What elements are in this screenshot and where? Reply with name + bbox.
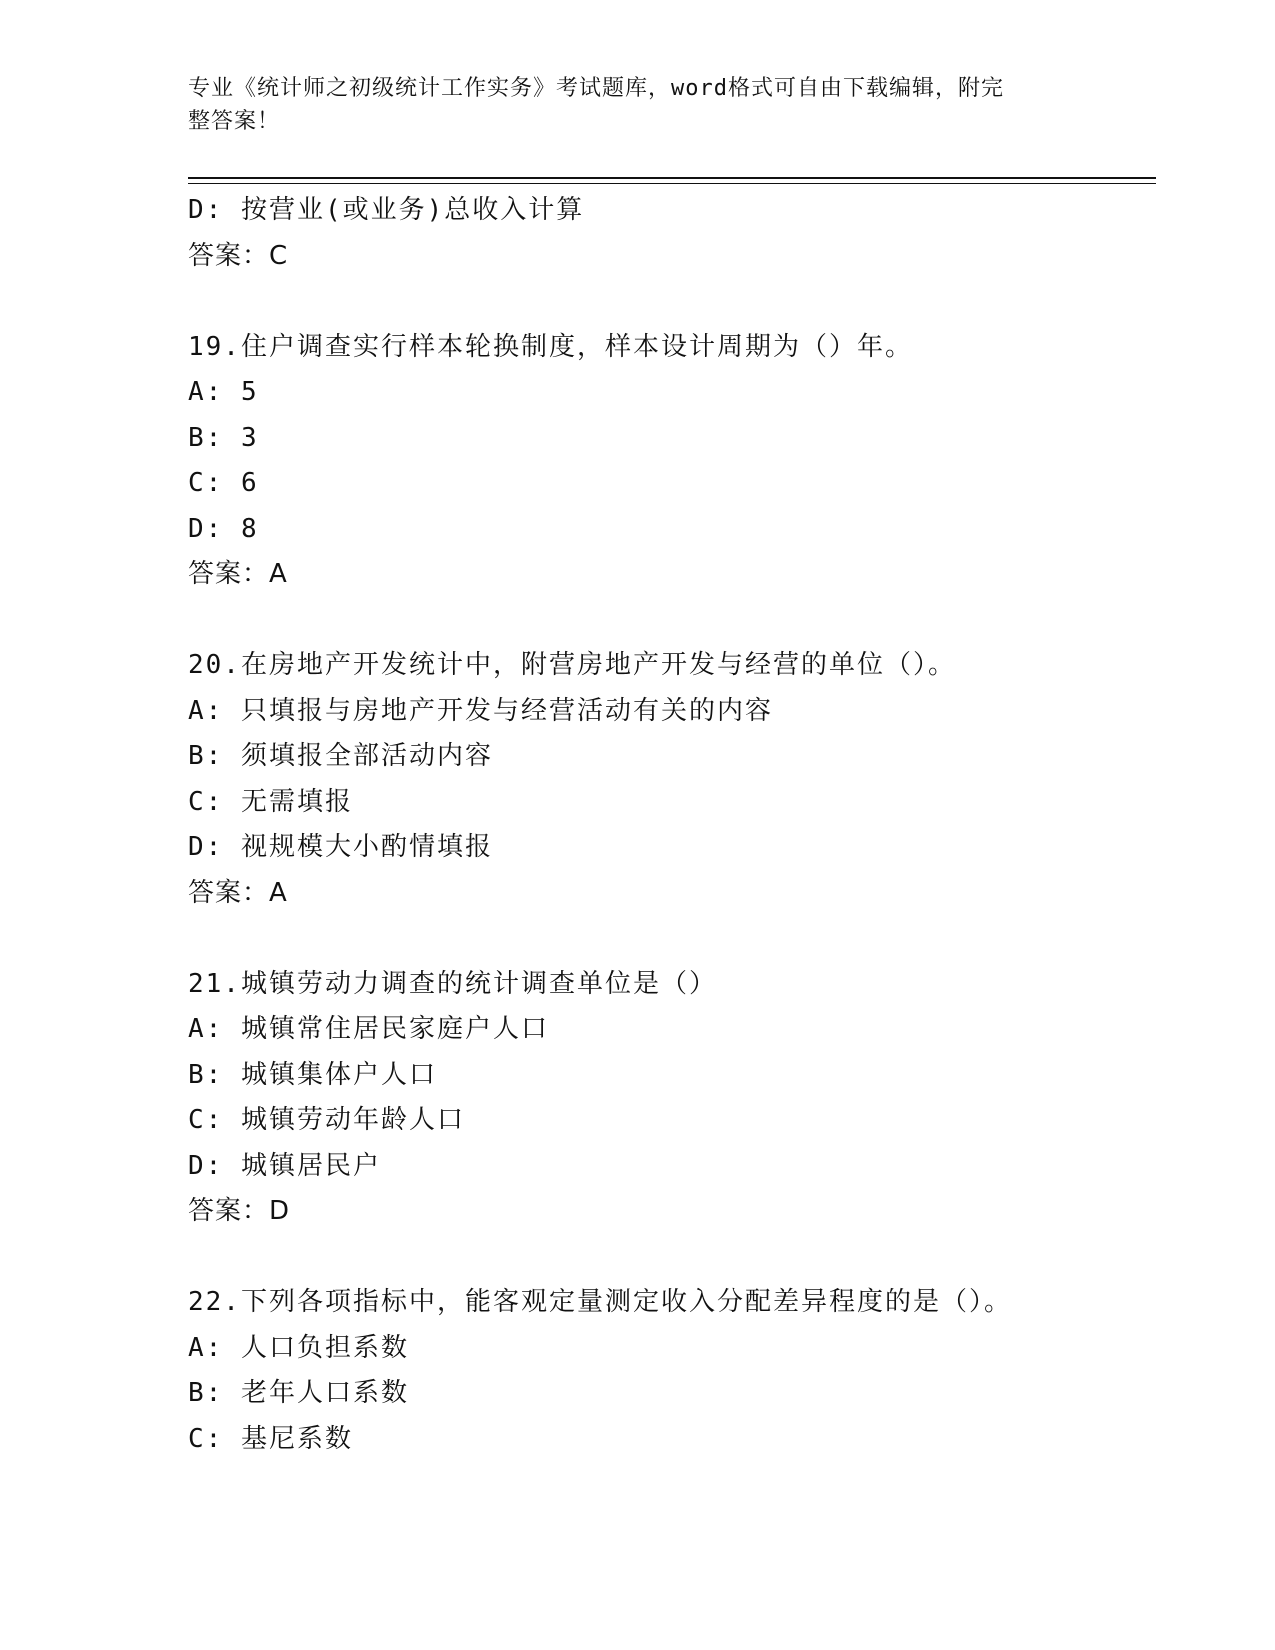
option-c: C: 城镇劳动年龄人口 <box>188 1105 465 1135</box>
spacer <box>188 279 1156 325</box>
header-line-1: 专业《统计师之初级统计工作实务》考试题库，word格式可自由下载编辑，附完 <box>188 76 1004 101</box>
option-c: C: 无需填报 <box>188 786 353 817</box>
option-b: B: 3 <box>188 422 259 453</box>
answer-line: 答案：D <box>188 1196 291 1226</box>
document-header <box>188 72 1088 138</box>
option-c: C: 基尼系数 <box>188 1423 353 1454</box>
answer-line: 答案：A <box>188 877 288 908</box>
question-block-18-tail <box>188 188 1156 279</box>
spacer <box>188 1235 1156 1281</box>
spacer <box>188 916 1156 962</box>
option-b: B: 城镇集体户人口 <box>188 1059 437 1090</box>
header-divider-thick <box>188 177 1156 179</box>
header-divider-thin <box>188 183 1156 184</box>
option-d: D: 按营业(或业务)总收入计算 <box>188 195 585 225</box>
option-c: C: 6 <box>188 468 259 498</box>
option-d: D: 视规模大小酌情填报 <box>188 832 493 862</box>
option-d: D: 城镇居民户 <box>188 1150 381 1181</box>
option-b: B: 须填报全部活动内容 <box>188 741 493 771</box>
question-stem: 20.在房地产开发统计中，附营房地产开发与经营的单位（）。 <box>188 650 956 680</box>
question-stem: 21.城镇劳动力调查的统计调查单位是（） <box>188 968 717 999</box>
question-block-21 <box>188 962 1156 1235</box>
question-block-20 <box>188 643 1156 916</box>
question-block-19 <box>188 325 1156 598</box>
answer-line: 答案：C <box>188 240 289 271</box>
option-a: A: 5 <box>188 377 259 407</box>
option-a: A: 人口负担系数 <box>188 1332 409 1363</box>
spacer <box>188 598 1156 644</box>
header-line-2: 整答案！ <box>188 109 281 134</box>
question-block-22 <box>188 1280 1156 1462</box>
answer-line: 答案：A <box>188 559 288 589</box>
question-list <box>188 188 1156 1462</box>
question-stem: 19.住户调查实行样本轮换制度，样本设计周期为（）年。 <box>188 331 913 362</box>
option-a: A: 城镇常住居民家庭户人口 <box>188 1014 549 1044</box>
option-b: B: 老年人口系数 <box>188 1378 409 1408</box>
option-d: D: 8 <box>188 513 259 544</box>
question-stem: 22.下列各项指标中，能客观定量测定收入分配差异程度的是（）。 <box>188 1287 1012 1317</box>
option-a: A: 只填报与房地产开发与经营活动有关的内容 <box>188 695 773 726</box>
